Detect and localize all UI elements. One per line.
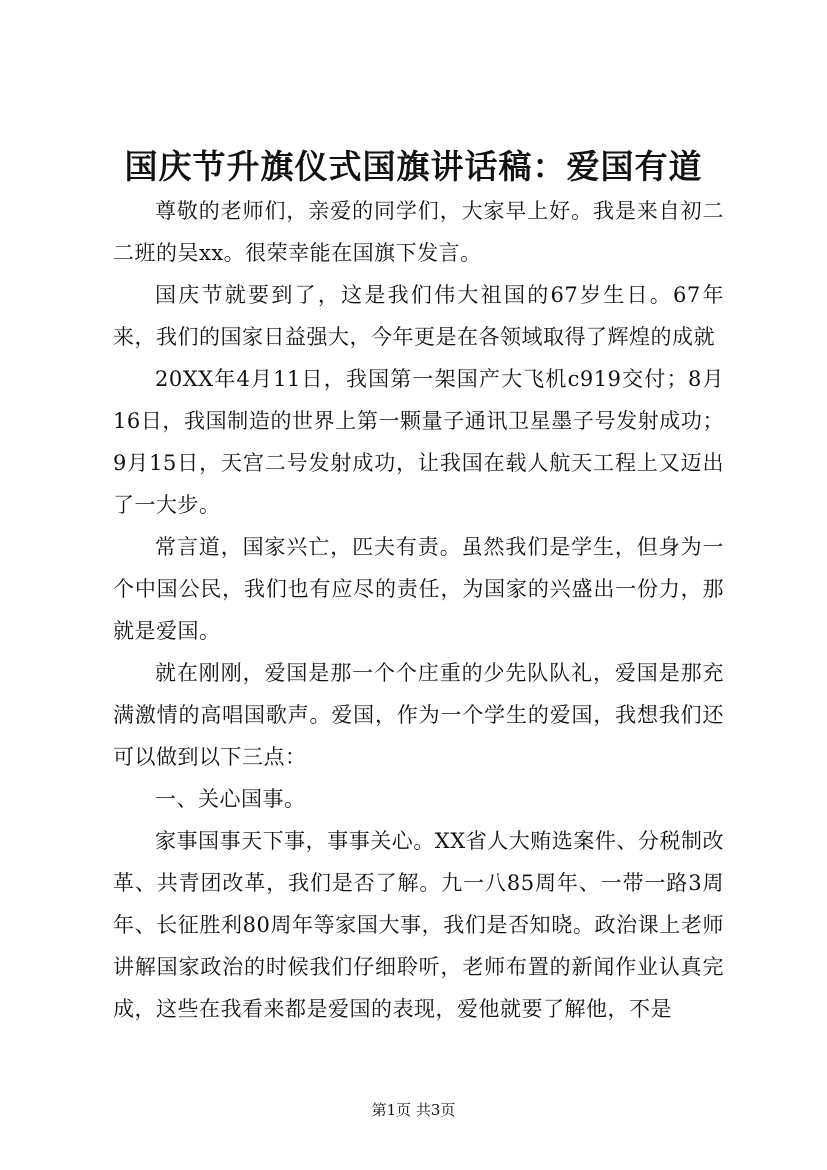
paragraph-state-affairs: 家事国事天下事，事事关心。XX省人大贿选案件、分税制改革、共青团改革，我们是否了解。九一八85周年、一带一路3周年、长征胜利80周年等家国大事，我们是否知晓。政治课上老师讲解国家政治的时候我们仔细聆听，老师布置的新闻作业认真完成，这些在我看来都是爱国的表现，爱他就要了解他，不是 xyxy=(113,829,724,1021)
section-heading-care-about-affairs: 一、关心国事。 xyxy=(155,787,306,811)
paragraph-greeting: 尊敬的老师们，亲爱的同学们，大家早上好。我是来自初二二班的吴xx。很荣幸能在国旗下发言。 xyxy=(113,199,724,265)
page-number-footer: 第1页 共3页 xyxy=(371,1101,456,1119)
paragraph-responsibility: 常言道，国家兴亡，匹夫有责。虽然我们是学生，但身为一个中国公民，我们也有应尽的责任，为国家的兴盛出一份力，那就是爱国。 xyxy=(113,535,724,643)
document-body xyxy=(113,190,724,1030)
document-title: 国庆节升旗仪式国旗讲话稿：爱国有道 xyxy=(124,147,703,186)
paragraph-patriotism: 就在刚刚，爱国是那一个个庄重的少先队队礼，爱国是那充满激情的高唱国歌声。爱国，作为一个学生的爱国，我想我们还可以做到以下三点： xyxy=(113,661,724,769)
paragraph-national-day: 国庆节就要到了，这是我们伟大祖国的67岁生日。67年来，我们的国家日益强大，今年更是在各领域取得了辉煌的成就 xyxy=(113,283,724,349)
paragraph-achievements: 20XX年4月11日，我国第一架国产大飞机c919交付；8月16日，我国制造的世界上第一颗量子通讯卫星墨子号发射成功；9月15日，天宫二号发射成功，让我国在载人航天工程上又迈出了一大步。 xyxy=(113,367,724,517)
